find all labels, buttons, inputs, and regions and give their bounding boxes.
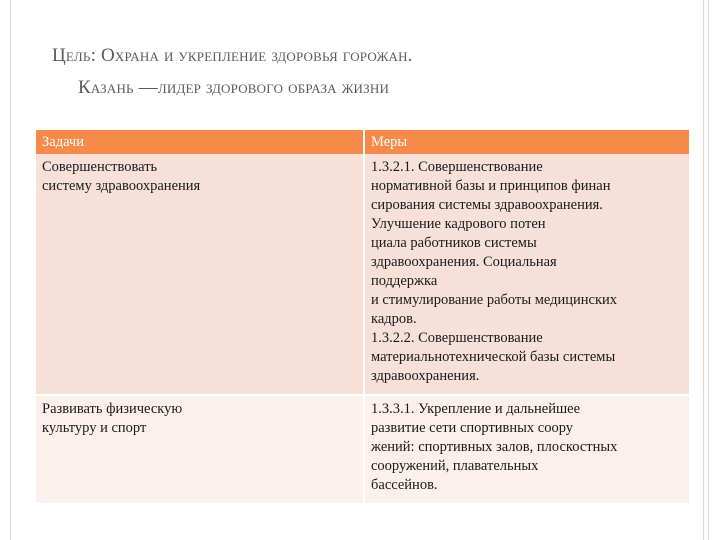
measure-text-line: Улучшение кадрового потен: [371, 216, 546, 232]
measure-text-line: здравоохранения. Социальная: [371, 254, 557, 270]
measure-text-line: бассейнов.: [371, 477, 438, 493]
measure-text-line: развитие сети спортивных соору: [371, 420, 574, 436]
task-text-line: Развивать физическую: [42, 401, 183, 417]
task-text-line: культуру и спорт: [42, 420, 147, 436]
title-line-2: Казань —лидер здорового образа жизни: [78, 77, 390, 98]
tasks-table: [36, 130, 691, 505]
measure-text-line: здравоохранения.: [371, 368, 480, 384]
measure-text-line: сирования системы здравоохранения.: [371, 197, 603, 213]
measure-text-line: циала работников системы: [371, 235, 537, 251]
measure-text-line: кадров.: [371, 311, 417, 327]
measure-text-line: жений: спортивных залов, плоскостных: [371, 439, 618, 455]
measures-cell: [364, 395, 690, 504]
task-text-line: Совершенствовать: [42, 159, 158, 175]
measure-text-line: нормативной базы и принципов финан: [371, 178, 611, 194]
title-line-1: Цель: Охрана и укрепление здоровья горожан.: [52, 45, 413, 66]
measure-text-line: поддержка: [371, 273, 438, 289]
right-border-line: [703, 0, 704, 540]
task-cell: [36, 395, 364, 504]
measure-text-line: материальнотехнической базы системы: [371, 349, 616, 365]
task-cell: [36, 154, 364, 395]
left-border-line: [10, 0, 11, 540]
slide-title: [52, 40, 672, 104]
table-row: [36, 154, 690, 395]
measure-text-line: 1.3.2.2. Совершенствование: [371, 330, 543, 346]
measures-cell: [364, 154, 690, 395]
right-border-line-outer: [708, 0, 709, 540]
measure-text-line: 1.3.2.1. Совершенствование: [371, 159, 543, 175]
header-tasks: Задачи: [36, 130, 364, 154]
measure-text-line: и стимулирование работы медицинских: [371, 292, 618, 308]
table-header-row: [36, 130, 690, 154]
table-row: [36, 395, 690, 504]
header-measures: Меры: [364, 130, 690, 154]
measure-text-line: 1.3.3.1. Укрепление и дальнейшее: [371, 401, 581, 417]
task-text-line: систему здравоохранения: [42, 178, 201, 194]
measure-text-line: сооружений, плавательных: [371, 458, 539, 474]
